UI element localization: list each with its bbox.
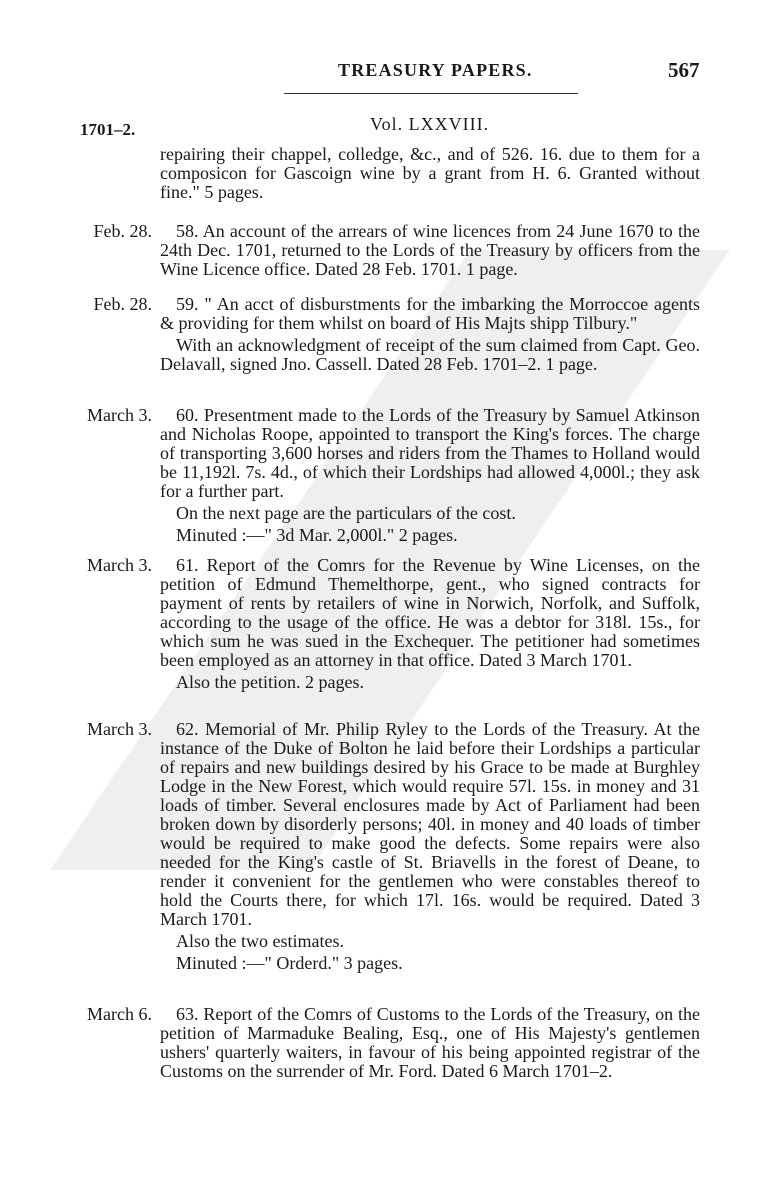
entry-paragraph: 59. " An acct of disburstments for the imbarking the Morroccoe agents & providing for them whilst on board of His Majts shipp Tilbury." [160,294,700,333]
entry-paragraph: 60. Presentment made to the Lords of the Treasury by Samuel Atkinson and Nicholas Roope, appointed to transport the King's forces. The charge of transporting 3,600 horses and riders from the Thames to Holland would be 11,192l. 7s. 4d., of which their Lordships had allowed 4,000l.; they ask for a further part. [160,405,700,501]
entry-paragraph: Also the two estimates. [176,931,344,951]
entry-paragraph: 61. Report of the Comrs for the Revenue by Wine Licenses, on the petition of Edmund Themelthorpe, gent., who signed contracts for payment of rents by retailers of wine in Norwich, Norfolk, and Suffolk, according to the usage of the office. He was a debtor for 318l. 15s., for which sum he was sued in the Exchequer. The petitioner had sometimes been employed as an attorney in that office. Dated 3 March 1701. [160,555,700,670]
running-header [0,58,770,86]
entry-body [160,1005,700,1081]
entry-date: Feb. 28. [93,294,152,314]
entry-date: March 6. [87,1004,152,1024]
entry-paragraph: Also the petition. 2 pages. [176,672,364,692]
entry-paragraph: 62. Memorial of Mr. Philip Ryley to the Lords of the Treasury. At the instance of the Duke of Bolton he laid before their Lordships a particular of repairs and new buildings desired by his Grace to be made at Burghley Lodge in the New Forest, which would require 57l. 15s. in money and 31 loads of timber. Several enclosures made by Act of Parliament had been broken down by disorderly persons; 40l. in money and 40 loads of timber would be required to make good the defects. Some repairs were also needed for the King's castle of St. Briavells in the forest of Deane, to render it convenient for the gentlemen who were constables thereof to hold the Courts there, for which 17l. 16s. would be required. Dated 3 March 1701. [160,719,700,929]
entry-date: March 3. [87,405,152,425]
entry-paragraph: 58. An account of the arrears of wine licences from 24 June 1670 to the 24th Dec. 1701, returned to the Lords of the Treasury by officers from the Wine Licence office. Dated 28 Feb. 1701. 1 page. [160,221,700,279]
entry-paragraph: 63. Report of the Comrs of Customs to the Lords of the Treasury, on the petition of Marmaduke Bealing, Esq., one of His Majesty's gentlemen ushers' quarterly waiters, in favour of his being appointed registrar of the Customs on the surrender of Mr. Ford. Dated 6 March 1701–2. [160,1004,700,1081]
entry-paragraph: On the next page are the particulars of the cost. [176,503,516,523]
page-number: 567 [668,58,700,82]
entry-body [160,406,700,545]
entry-body [160,295,700,374]
entry-body [160,720,700,973]
margin-year: 1701–2. [80,120,136,139]
entry-date: March 3. [87,719,152,739]
entry-minute: Minuted :—" 3d Mar. 2,000l." 2 pages. [176,525,458,545]
entry-paragraph: repairing their chappel, colledge, &c., and of 526. 16. due to them for a composicon for Gascoign wine by a grant from H. 6. Granted without fine." 5 pages. [160,144,700,202]
entry-body [160,145,700,202]
entry-body [160,556,700,692]
entry-body [160,222,700,279]
header-rule [284,93,578,94]
entry-date: Feb. 28. [93,221,152,241]
entry-date: March 3. [87,555,152,575]
entry-paragraph: With an acknowledgment of receipt of the sum claimed from Capt. Geo. Delavall, signed Jno. Cassell. Dated 28 Feb. 1701–2. 1 page. [160,335,700,374]
entry-minute: Minuted :—" Orderd." 3 pages. [176,953,403,973]
running-title: TREASURY PAPERS. [338,60,533,80]
volume-heading: Vol. LXXVIII. [370,114,490,134]
